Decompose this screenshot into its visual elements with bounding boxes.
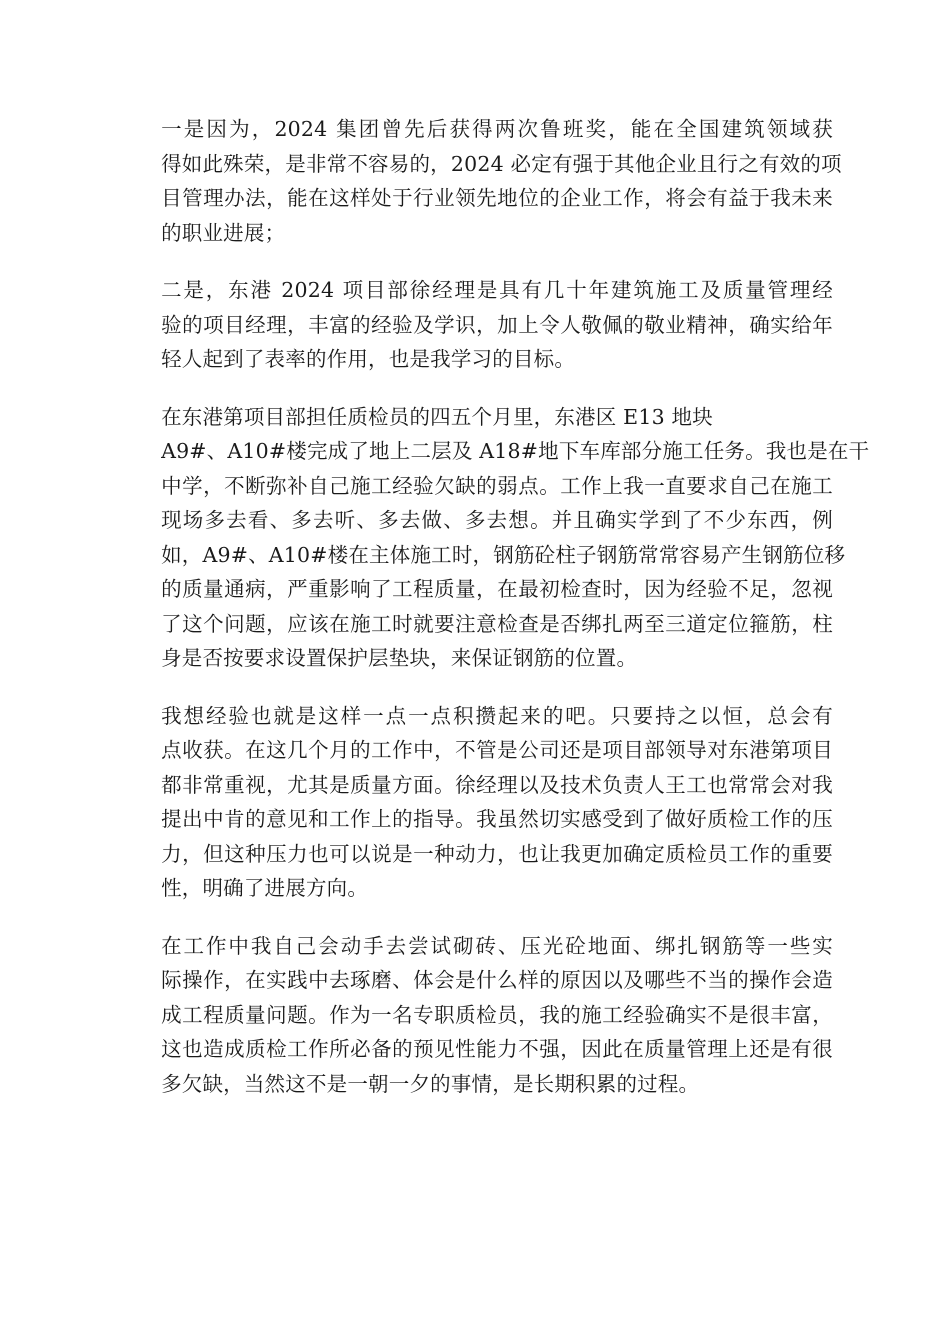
- paragraph-5: [117, 929, 833, 1102]
- text-line: A9#、A10#楼完成了地上二层及 A18#地下车库部分施工任务。我也是在干: [161, 439, 870, 463]
- paragraph-3: [117, 400, 870, 676]
- text-line: 成工程质量问题。作为一名专职质检员，我的施工经验确实不是很丰富，: [161, 1002, 833, 1027]
- document-body: [117, 112, 870, 1124]
- text-line: 这也造成质检工作所必备的预见性能力不强，因此在质量管理上还是有很: [161, 1037, 833, 1061]
- text-line: 二是，东港 2024 项目部徐经理是具有几十年建筑施工及质量管理经: [161, 278, 833, 302]
- text-line: 目管理办法，能在这样处于行业领先地位的企业工作，将会有益于我未来: [161, 186, 833, 210]
- text-line: 中学，不断弥补自己施工经验欠缺的弱点。工作上我一直要求自己在施工: [161, 473, 833, 498]
- text-line: 性，明确了进展方向。: [161, 876, 369, 900]
- text-line: 的质量通病，严重影响了工程质量，在最初检查时，因为经验不足，忽视: [161, 577, 833, 601]
- text-line: 的职业进展；: [161, 220, 286, 245]
- text-line: 提出中肯的意见和工作上的指导。我虽然切实感受到了做好质检工作的压: [161, 807, 833, 831]
- text-line: 轻人起到了表率的作用，也是我学习的目标。: [161, 347, 576, 371]
- paragraph-1: [117, 112, 842, 250]
- text-line: 都非常重视，尤其是质量方面。徐经理以及技术负责人王工也常常会对我: [161, 772, 833, 797]
- text-line: 在工作中我自己会动手去尝试砌砖、压光砼地面、绑扎钢筋等一些实: [161, 933, 833, 958]
- text-line: 力，但这种压力也可以说是一种动力，也让我更加确定质检员工作的重要: [161, 841, 833, 866]
- text-line: 点收获。在这几个月的工作中，不管是公司还是项目部领导对东港第项目: [161, 738, 833, 762]
- text-line: 现场多去看、多去听、多去做、多去想。并且确实学到了不少东西，例: [161, 508, 833, 532]
- text-line: 际操作，在实践中去琢磨、体会是什么样的原因以及哪些不当的操作会造: [161, 968, 833, 992]
- paragraph-4: [117, 699, 833, 906]
- paragraph-2: [117, 273, 833, 377]
- text-line: 在东港第项目部担任质检员的四五个月里，东港区 E13 地块: [161, 404, 713, 429]
- text-line: 得如此殊荣，是非常不容易的，2024 必定有强于其他企业且行之有效的项: [161, 151, 842, 176]
- text-line: 一是因为，2024 集团曾先后获得两次鲁班奖，能在全国建筑领域获: [161, 117, 833, 141]
- text-line: 如，A9#、A10#楼在主体施工时，钢筋砼柱子钢筋常常容易产生钢筋位移: [161, 542, 846, 567]
- text-line: 了这个问题，应该在施工时就要注意检查是否绑扎两至三道定位箍筋，柱: [161, 611, 833, 636]
- text-line: 身是否按要求设置保护层垫块，来保证钢筋的位置。: [161, 646, 638, 670]
- text-line: 我想经验也就是这样一点一点积攒起来的吧。只要持之以恒，总会有: [161, 703, 833, 728]
- text-line: 多欠缺，当然这不是一朝一夕的事情，是长期积累的过程。: [161, 1071, 700, 1096]
- text-line: 验的项目经理，丰富的经验及学识，加上令人敬佩的敬业精神，确实给年: [161, 312, 833, 337]
